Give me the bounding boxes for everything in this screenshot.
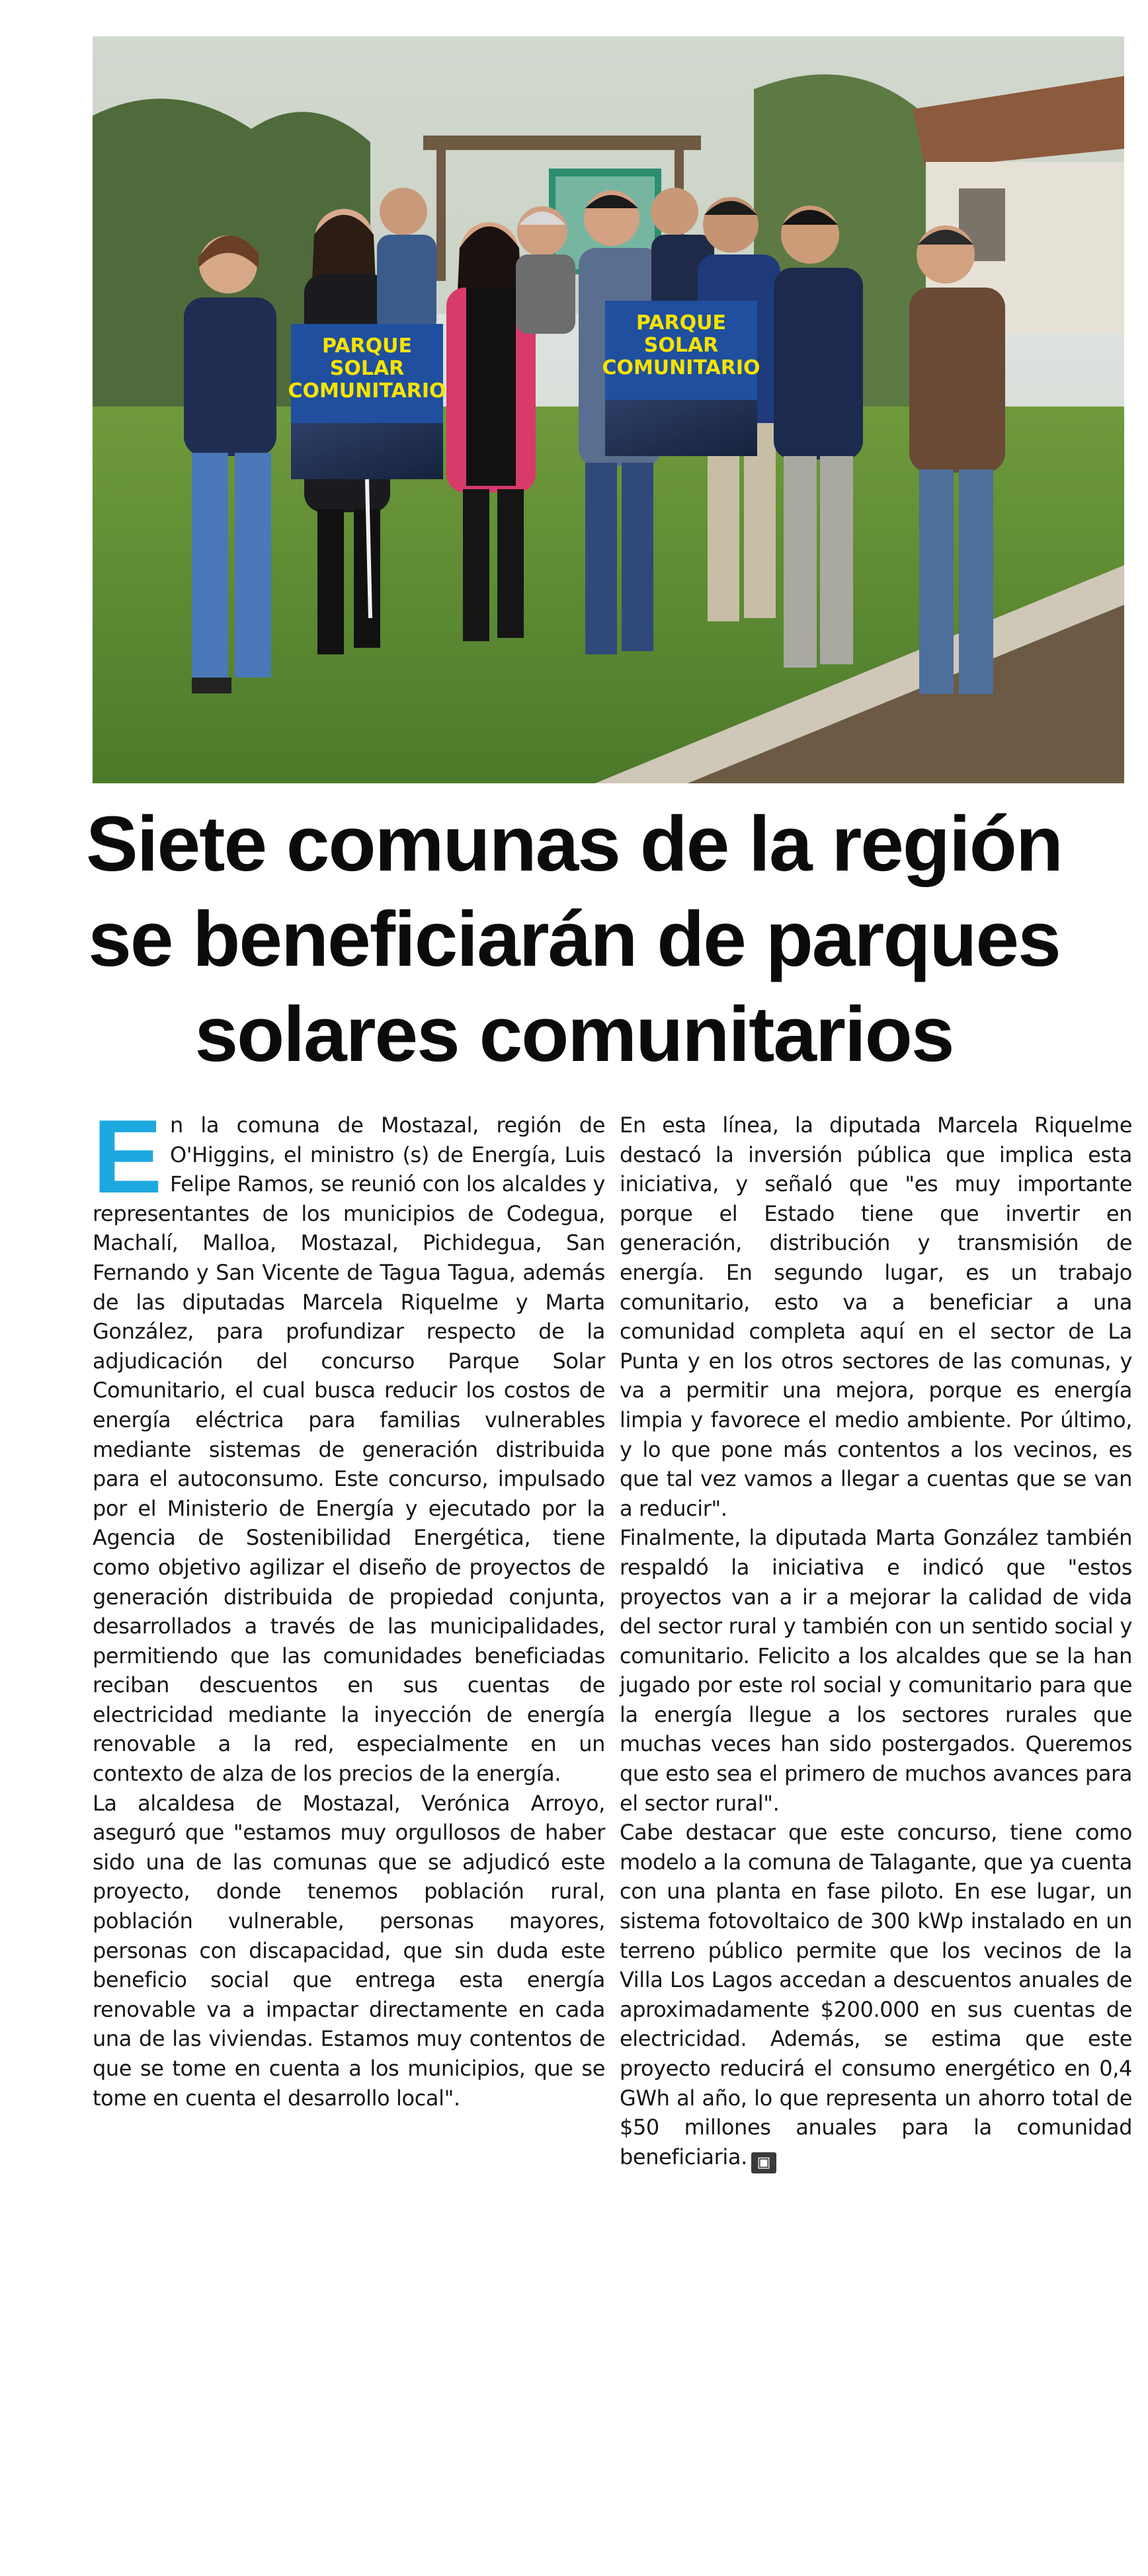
sign-right-line-2: SOLAR bbox=[643, 334, 719, 357]
article-paragraph: La alcaldesa de Mostazal, Verónica Arroyo, aseguró que "estamos muy orgullosos de haber sido una de las comunas que se adjudicó este proyecto, donde tenemos población rural, población vulnerable, personas mayores, personas con discapacidad, que sin duda este beneficio social que entrega esta energía renovable va a impactar directamente en cada una de las viviendas. Estamos muy contentos de que se tome en cuenta a los municipios, que se tome en cuenta el desarrollo local". bbox=[93, 1790, 605, 2111]
sign-right-line-3: COMUNITARIO bbox=[602, 356, 760, 379]
paragraph-text: Cabe destacar que este concurso, tiene como modelo a la comuna de Talagante, que ya cuenta con una planta en fase piloto. En ese lugar, un sistema fotovoltaico de 300 kWp instalado en un terreno público permite que los vecinos de la Villa Los Lagos accedan a descuentos anuales de aproximadamente $200.000 en sus cuentas de electricidad. Además, se estima que este proyecto reducirá el consumo energético en 0,4 GWh al año, lo que representa un ahorro total de $50 millones anuales para la comunidad beneficiaria. bbox=[620, 1820, 1132, 2169]
article-paragraph bbox=[620, 1818, 1132, 2173]
sign-right bbox=[602, 301, 760, 456]
group-photo-illustration bbox=[93, 36, 1124, 783]
drop-cap: E bbox=[93, 1099, 162, 1215]
article-column-right bbox=[620, 1111, 1132, 2173]
sign-left-line-2: SOLAR bbox=[329, 357, 405, 380]
headline-line-2: se beneficiarán de parques bbox=[88, 896, 1060, 983]
sign-left-line-1: PARQUE bbox=[322, 334, 412, 358]
paragraph-text: n la comuna de Mostazal, región de O'Higgins, el ministro (s) de Energía, Luis Felipe Ramos, se reunió con los alcaldes y representantes de los municipios de Codegua, Machalí, Malloa, Mostazal, Pichidegua, San Fernando y San Vicente de Tagua Tagua, además de las diputadas Marcela Riquelme y Marta González, para profundizar respecto de la adjudicación del concurso Parque Solar Comunitario, el cual busca reducir los costos de energía eléctrica para familias vulnerables mediante sistemas de generación distribuida para el autoconsumo. Este concurso, impulsado por el Ministerio de Energía y ejecutado por la Agencia de Sostenibilidad Energética, tiene como objetivo agilizar el diseño de proyectos de generación distribuida de propiedad conjunta, desarrollados a través de las municipalidades, permitiendo que las comunidades beneficiadas reciban descuentos en sus cuentas de electricidad mediante la inyección de energía renovable a la red, especialmente en un contexto de alza de los precios de la energía. bbox=[93, 1112, 605, 1787]
headline-line-3: solares comunitarios bbox=[194, 991, 954, 1078]
article-headline bbox=[40, 797, 1108, 1082]
sign-right-line-1: PARQUE bbox=[636, 311, 726, 334]
headline-line-1: Siete comunas de la región bbox=[86, 800, 1062, 888]
article-paragraph bbox=[93, 1099, 605, 1789]
article-paragraph: En esta línea, la diputada Marcela Riquelme destacó la inversión pública que implica esta iniciativa, y señaló que "es muy importante porque el Estado tiene que invertir en generación, distribución y transmisión de energía. En segundo lugar, es un trabajo comunitario, esto va a beneficiar a una comunidad completa aquí en el sector de La Punta y en los otros sectores de las comunas, y va a permitir una mejora, porque es energía limpia y favorece el medio ambiente. Por último, y lo que pone más contentos a los vecinos, es que tal vez vamos a llegar a cuentas que se van a reducir". bbox=[620, 1112, 1132, 1521]
sign-left-line-3: COMUNITARIO bbox=[288, 379, 446, 403]
article-paragraph: Finalmente, la diputada Marta González también respaldó la iniciativa e indicó que "estos proyectos van a ir a mejorar la calidad de vida del sector rural y también con un sentido social y comunitario. Felicito a los alcaldes que se la han jugado por este rol social y comunitario para que la energía llegue a los sectores rurales que muchas veces han sido postergados. Queremos que esto sea el primero de muchos avances para el sector rural". bbox=[620, 1525, 1132, 1816]
article-column-left bbox=[93, 1099, 605, 2113]
article-photo bbox=[93, 36, 1124, 783]
newspaper-logo-icon: ▣ bbox=[751, 2152, 776, 2173]
